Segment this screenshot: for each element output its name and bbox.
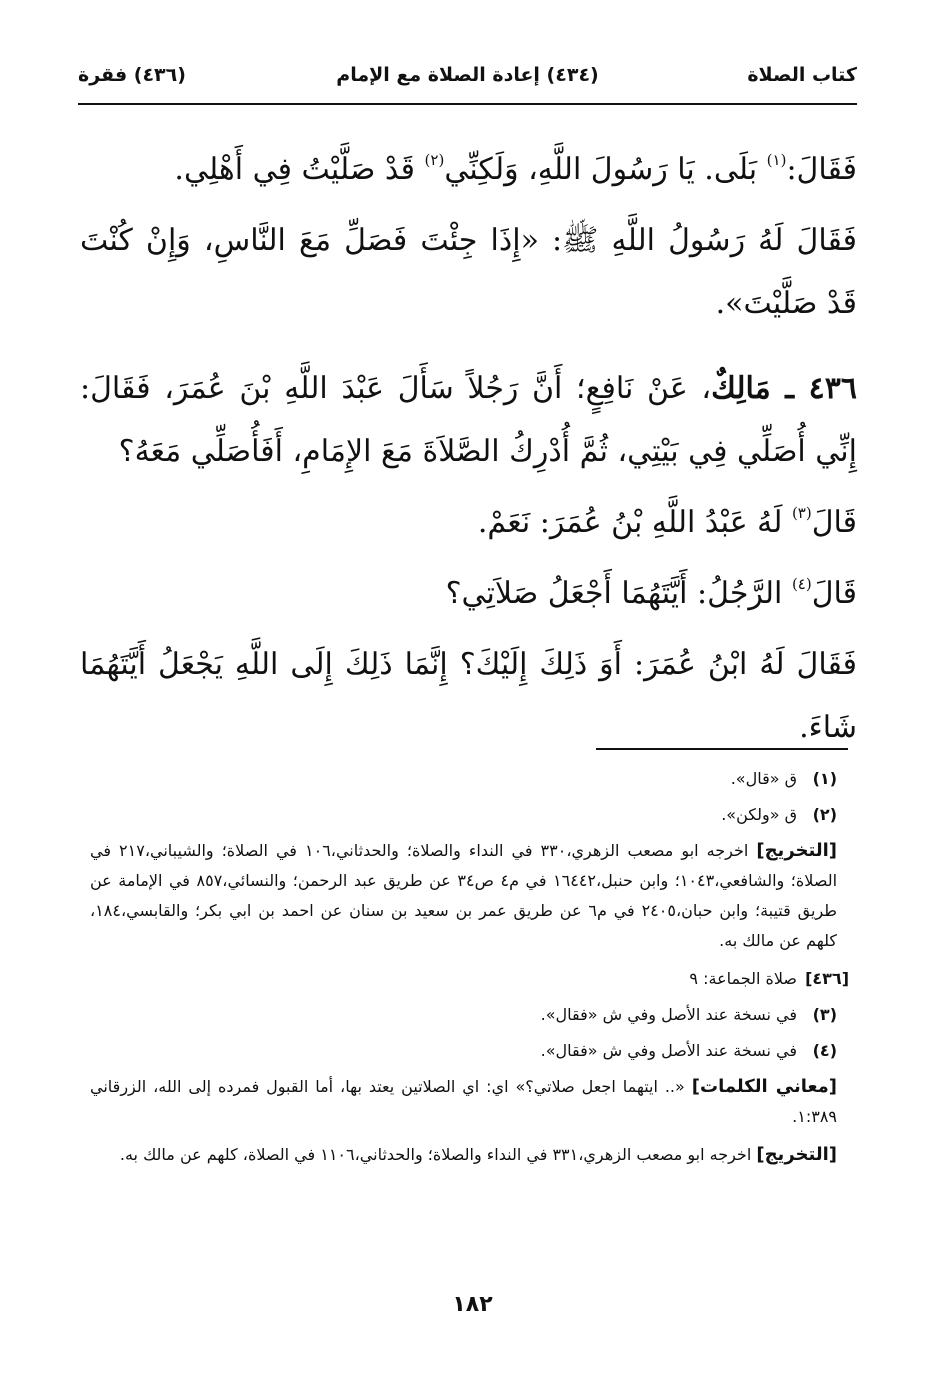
paragraph-2: فَقَالَ لَهُ رَسُولُ اللَّهِ ﷺ: «إِذَا جِئْتَ فَصَلِّ مَعَ النَّاسِ، وَإِنْ كُنْتَ قَدْ صَلَّيْتَ». — [80, 223, 857, 321]
footnote-1 — [90, 764, 837, 794]
hadith-436 — [80, 357, 857, 483]
section-number: [٤٣٦] — [805, 969, 849, 988]
p5-start: قَالَ — [811, 576, 857, 611]
p1-middle: بَلَى. يَا رَسُولَ اللَّهِ، وَلَكِنِّي — [444, 152, 767, 187]
header-book-title: كتاب الصلاة — [747, 64, 857, 86]
footnote-4 — [90, 1036, 837, 1066]
footnote-divider — [596, 748, 848, 750]
main-text — [80, 138, 857, 759]
footnote-ref-3: (٣) — [791, 504, 812, 522]
footnote-3 — [90, 1000, 837, 1030]
p4-start: قَالَ — [811, 505, 857, 540]
p4-end: لَهُ عَبْدُ اللَّهِ بْنُ عُمَرَ: نَعَمْ. — [477, 505, 792, 540]
page-number: ١٨٢ — [452, 1292, 493, 1317]
paragraph-4 — [80, 491, 857, 554]
footnote-text: في نسخة عند الأصل وفي ش «فقال». — [540, 1005, 797, 1024]
running-header — [78, 60, 857, 94]
footnote-2 — [90, 800, 837, 830]
footnote-ref-4: (٤) — [791, 575, 812, 593]
header-paragraph-ref: (٤٣٦) فقرة — [78, 64, 186, 86]
takhrij-text: اخرجه ابو مصعب الزهري،٣٣٠ في النداء والصلاة؛ والحدثاني،١٠٦ في الصلاة؛ والشيباني،٢١٧ في الصلاة؛ والشافعي،١٠٤٣؛ وابن حنبل،١٦٤٤٢ في م٤ ص٣٤ عن طريق عبد الرحمن؛ والنسائي،٨٥٧ في الإمامة عن طريق قتيبة؛ وابن حبان،٢٤٠٥ في م٦ عن طريق عمر بن سعيد بن سنان عن احمد بن ابي بكر؛ والقابسي،١٨٤، كلهم عن مالك به. — [90, 841, 838, 950]
footnotes — [90, 764, 849, 1178]
footnote-number: (٣) — [812, 1005, 837, 1024]
word-meanings-block — [90, 1072, 837, 1132]
footnote-ref-2: (٢) — [424, 151, 445, 169]
p5-end: الرَّجُلُ: أَيَّتَهُمَا أَجْعَلُ صَلاَتِي؟ — [445, 576, 792, 611]
paragraph-1 — [80, 138, 857, 201]
p1-end: قَدْ صَلَّيْتُ فِي أَهْلِي. — [174, 152, 425, 187]
footnote-text: في نسخة عند الأصل وفي ش «فقال». — [540, 1041, 797, 1060]
footnote-number: (٢) — [812, 805, 837, 824]
hadith-number: ٤٣٦ ـ مَالِكٌ — [711, 371, 857, 406]
p1-start: فَقَالَ: — [786, 152, 857, 187]
takhrij-block-1 — [90, 836, 837, 956]
footnote-text: ق «قال». — [730, 769, 797, 788]
paragraph-6: فَقَالَ لَهُ ابْنُ عُمَرَ: أَوَ ذَلِكَ إِلَيْكَ؟ إِنَّمَا ذَلِكَ إِلَى اللَّهِ يَجْعَلُ أَيَّتَهُمَا شَاءَ. — [80, 647, 857, 745]
takhrij-block-2 — [90, 1140, 837, 1170]
takhrij-tag: [التخريج] — [756, 1144, 837, 1165]
hadith-text: ، عَنْ نَافِعٍ؛ أَنَّ رَجُلاً سَأَلَ عَبْدَ اللَّهِ بْنَ عُمَرَ، فَقَالَ: إِنِّي أُصَلِّي فِي بَيْتِي، ثُمَّ أُدْرِكُ الصَّلاَةَ مَعَ الإِمَامِ، أَفَأُصَلِّي مَعَهُ؟ — [80, 371, 857, 469]
paragraph-5 — [80, 562, 857, 625]
footnote-ref-1: (١) — [766, 151, 787, 169]
header-chapter-title: (٤٣٤) إعادة الصلاة مع الإمام — [336, 64, 599, 86]
word-meanings-text: «.. ايتهما اجعل صلاتي؟» اي: اي الصلاتين يعتد بها، أما القبول فمرده إلى الله، الزرقاني ١:٣٨٩. — [90, 1077, 837, 1126]
footnote-number: (١) — [812, 769, 837, 788]
section-text: صلاة الجماعة: ٩ — [689, 969, 797, 988]
word-meanings-tag: [معاني الكلمات] — [691, 1076, 838, 1097]
takhrij-text: اخرجه ابو مصعب الزهري،٣٣١ في النداء والصلاة؛ والحدثاني،١١٠٦ في الصلاة، كلهم عن مالك به. — [119, 1145, 757, 1164]
footnote-text: ق «ولكن». — [721, 805, 797, 824]
footnote-number: (٤) — [812, 1041, 837, 1060]
section-reference — [90, 964, 849, 994]
header-divider — [78, 103, 857, 105]
takhrij-tag: [التخريج] — [756, 840, 837, 861]
